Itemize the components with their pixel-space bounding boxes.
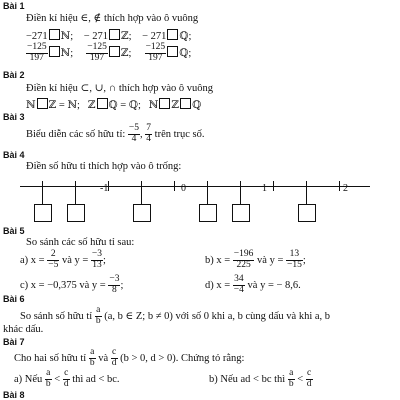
denominator: −5 [48,259,59,270]
numerator: c [64,368,69,378]
text: ℤ [171,100,180,111]
denominator: 197 [148,52,163,63]
answer-box[interactable] [97,98,108,109]
answer-box[interactable] [34,204,52,222]
tick [207,181,208,191]
bai-5-part-c [20,275,123,296]
bai-5-part-b [205,250,306,271]
denominator: d [111,357,117,368]
numerator: 13 [286,250,303,261]
heading-bai-2: Bài 2 [3,70,25,80]
denominator: b [95,315,101,326]
number-line-axis [20,186,370,187]
fraction [26,43,48,64]
fraction [288,369,295,390]
numerator: −5 [128,123,140,133]
text: < [297,373,304,385]
fraction [233,275,245,296]
numerator: 7 [146,123,152,133]
text: ℤ; [120,47,132,59]
heading-bai-3: Bài 3 [3,112,25,122]
numerator: 34 [234,274,244,284]
instruction-bai-4: Điền số hữu tỉ thích hợp vào ô trống: [26,161,182,172]
denominator: −15 [287,259,302,270]
text: và y = − 8,6. [247,279,301,291]
denominator: 225 [236,259,251,270]
text: ℤ = ℕ; [48,100,80,111]
answer-box[interactable] [159,98,170,109]
fraction [145,124,152,145]
text: Biểu diễn các số hữu tỉ: [26,128,126,140]
heading-bai-8: Bài 8 [3,390,25,400]
denominator: 197 [29,52,44,63]
answer-box[interactable] [232,204,250,222]
denominator: 13 [92,259,102,270]
fraction [108,275,120,296]
answer-box[interactable] [199,204,217,222]
numerator: −125 [27,42,47,52]
numerator: −3 [109,274,120,284]
text: ℕ; [60,31,74,42]
tick [273,181,274,191]
text: ℕ; [60,47,74,59]
numerator: −196 [233,249,254,259]
fraction [233,250,255,271]
number-line-label: -1 [100,183,109,194]
number-line-label: 0 [181,183,186,194]
pointer-line [306,191,307,205]
answer-box[interactable] [167,29,178,40]
numerator: −125 [145,42,166,52]
text: ℚ; [179,47,192,59]
pointer-line [75,191,76,205]
denominator: 8 [112,284,117,295]
tick [174,181,175,191]
text: d) x = [205,279,231,291]
fraction [111,348,118,369]
number-line-label: 1 [262,183,267,194]
fraction [145,43,167,64]
numerator: a [289,368,294,378]
answer-box[interactable] [37,98,48,109]
text: a) Nếu [14,373,43,385]
text: và y = [61,254,89,266]
answer-box[interactable] [298,204,316,222]
text: ℚ = ℚ; [108,100,141,111]
denominator: −4 [233,284,244,295]
heading-bai-1: Bài 1 [3,1,25,11]
text: trên trục số. [154,128,205,140]
fraction [128,124,140,145]
denominator: b [45,378,51,389]
text: và y = [257,254,284,266]
tick [141,181,142,191]
instruction-bai-5: So sánh các số hữu tỉ sau: [26,237,135,248]
text: ; [103,254,106,266]
numerator: −3 [91,249,103,259]
bai-1-row-2 [26,43,191,64]
text: So sánh số hữu tỉ [20,310,93,322]
text: và [98,352,109,364]
answer-box[interactable] [49,29,60,40]
answer-box[interactable] [49,46,60,57]
tick [339,181,340,191]
text: (a, b ∈ Z; b ≠ 0) với số 0 khi a, b cùng dấu và khi a, b [104,310,331,322]
text: − 271 [142,31,167,42]
answer-box[interactable] [167,46,178,57]
fraction [47,250,59,271]
fraction [89,348,96,369]
answer-box[interactable] [180,98,191,109]
heading-bai-6: Bài 6 [3,294,25,304]
text: , [140,128,143,140]
bai-6-line-1 [20,306,330,327]
tick [240,181,241,191]
denominator: 197 [89,52,105,63]
numerator: a [46,368,51,378]
text: ℤ; [120,31,132,42]
instruction-bai-1: Điền kí hiệu ∈, ∉ thích hợp vào ô vuông [26,13,199,24]
heading-bai-7: Bài 7 [3,337,25,347]
fraction [63,369,70,390]
text: ℕ [148,100,159,111]
bai-6-line-2: khác dấu. [3,324,44,335]
text: −271 [26,31,48,42]
text: b) x = [205,254,231,266]
numerator: c [112,347,117,357]
text: ; [120,279,124,291]
bai-2-row [26,98,201,112]
denominator: b [288,378,294,389]
fraction [91,250,103,271]
numerator: −125 [87,42,107,52]
numerator: c [307,368,312,378]
tick [306,181,307,191]
denominator: b [89,357,95,368]
numerator: 2 [47,250,59,261]
denominator: d [306,378,312,389]
text: ℚ; [179,31,192,42]
bai-5-part-a [20,250,106,271]
text: ℕ [26,100,36,111]
bai-7-line-1 [14,348,244,369]
text: − 271 [83,31,108,42]
number-line-label: 2 [343,183,348,194]
bai-1-row-1 [26,29,191,43]
answer-box[interactable] [109,46,120,57]
fraction [86,43,108,64]
fraction [95,306,102,327]
heading-bai-4: Bài 4 [3,150,25,160]
answer-box[interactable] [133,204,151,222]
denominator: 4 [146,133,152,144]
fraction [286,250,303,271]
pointer-line [240,191,241,205]
answer-box[interactable] [67,204,85,222]
numerator: a [90,347,95,357]
tick [75,181,76,191]
denominator: 4 [131,133,137,144]
fraction [306,369,313,390]
pointer-line [207,191,208,205]
bai-7-part-b [209,369,313,390]
fraction [45,369,52,390]
tick [42,181,43,191]
text: ℚ [192,100,202,111]
instruction-bai-2: Điền kí hiệu ⊂, ∪, ∩ thích hợp vào ô vuông [26,83,214,94]
text: b) Nếu ad < bc thì [209,373,286,385]
bai-5-part-d [205,275,301,296]
answer-box[interactable] [109,29,120,40]
bai-7-part-a [14,369,120,390]
text: thì ad < bc. [72,373,120,385]
text: ; [302,254,306,266]
numerator: a [96,305,101,315]
text: c) x = −0,375 và y = [20,279,106,291]
text: ℤ [87,100,96,111]
text: a) x = [20,254,45,266]
pointer-line [42,191,43,205]
text: (b > 0, d > 0). Chứng tỏ rằng: [120,352,245,364]
text: < [54,373,61,385]
text: Cho hai số hữu tỉ [14,352,87,364]
pointer-line [141,191,142,205]
denominator: d [63,378,69,389]
heading-bai-5: Bài 5 [3,226,25,236]
instruction-bai-3 [26,124,205,145]
